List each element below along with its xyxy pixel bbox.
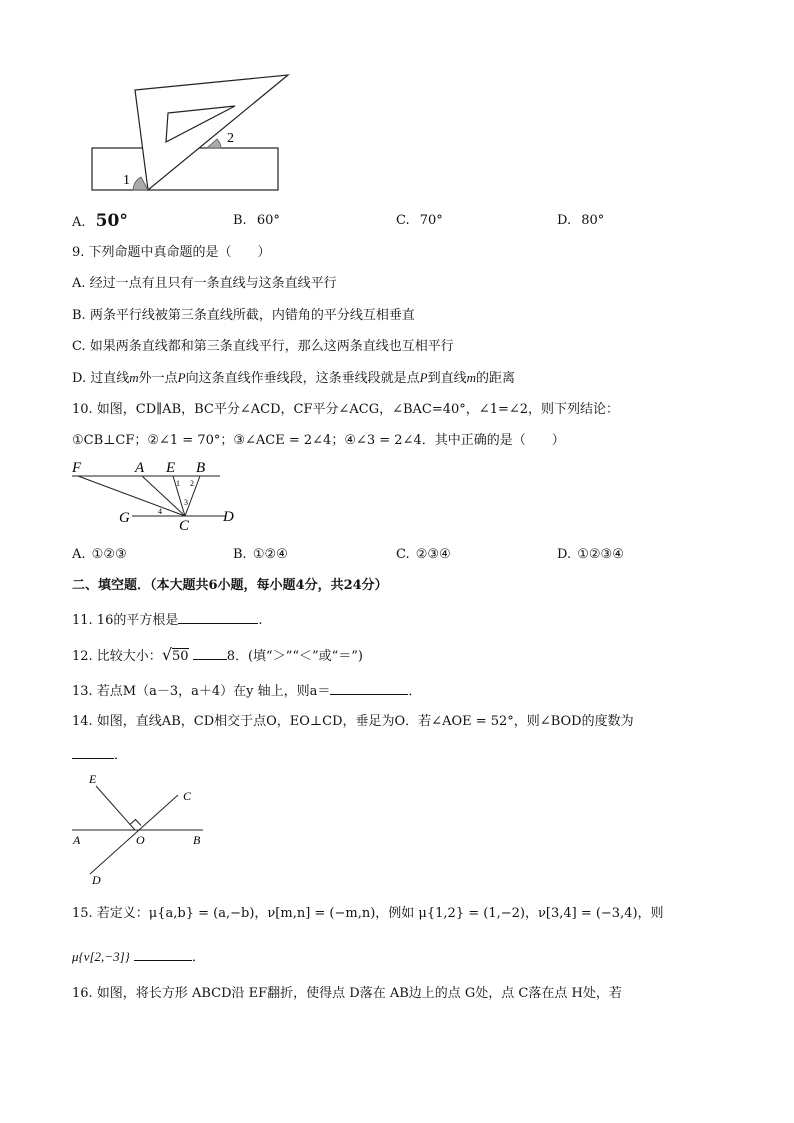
point-a-label: A [73,833,81,847]
option-letter: A. [72,547,86,562]
q12-answer-blank[interactable] [193,645,227,660]
option-letter: C. [396,547,410,562]
q10-option-b[interactable] [233,546,288,564]
q13-text: 13. 若点M（a－3，a＋4）在y 轴上，则a＝ [72,684,331,699]
angle-2-label: 2 [190,479,194,488]
option-value: ①②③ [91,547,127,562]
q9-d-p1: P [177,370,186,385]
q9-d-text-e: 的距离 [475,371,515,386]
point-o-label: O [136,833,145,847]
q10-line1: 10. 如图，CD∥AB，BC平分∠ACD，CF平分∠ACG，∠BAC=40°，∠1=∠2，则下列结论： [72,402,620,417]
q9-d-p2: P [419,370,428,385]
q10-option-d[interactable] [557,546,624,564]
q9-d-text-b: 外一点 [138,371,178,386]
q9-option-a[interactable]: A. 经过一点有且只有一条直线与这条直线平行 [72,276,337,291]
option-letter: A. [72,215,86,230]
q11-text: 11. 16的平方根是 [72,613,179,628]
q13-answer-blank[interactable] [330,680,408,695]
option-value: ①②③④ [577,547,624,562]
angle-4-label: 4 [158,507,162,516]
q15-line1: 15. 若定义：μ{a,b} = (a,−b)，ν[m,n] = (−m,n)，例如 μ{1,2} = (1,−2)，ν[3,4] = (−3,4)，则 [72,906,664,921]
q9-d-text-a: D. 过直线 [72,371,130,386]
angle-1-label: 1 [176,479,180,488]
q15-expression: μ{ν[2,−3]} [72,949,130,964]
angle-2-label: 2 [227,131,234,146]
option-letter: D. [557,213,572,228]
option-letter: B. [233,213,247,228]
q9-option-d[interactable] [72,369,515,388]
option-letter: C. [396,213,410,228]
q10-line2: ①CB⊥CF；②∠1 = 70°；③∠ACE = 2∠4；④∠3 = 2∠4．其中正确的是（ ） [72,433,565,448]
q14-figure [70,770,210,888]
q10-figure [70,458,250,536]
section-2-title: 二、填空题．（本大题共6小题，每小题4分，共24分） [72,578,388,593]
option-value: ②③④ [415,547,451,562]
q14-answer-blank[interactable] [72,744,114,759]
q15-answer-blank[interactable] [134,946,192,961]
point-f-label: F [72,460,82,476]
point-d-label: D [92,873,101,887]
q8-figure [80,70,300,195]
q10-option-a[interactable] [72,546,127,564]
point-b-label: B [196,460,206,476]
q9-d-m1: m [129,370,139,385]
q11-answer-blank[interactable] [178,609,258,624]
point-e-label: E [89,772,97,786]
q14-end: ． [114,748,128,763]
q10-option-c[interactable] [396,546,451,564]
q16-line1: 16. 如图，将长方形 ABCD沿 EF翻折，使得点 D落在 AB边上的点 G处，点 C落在点 H处，若 [72,986,622,1001]
q8-option-d[interactable] [557,212,604,230]
q9-stem: 9. 下列命题中真命题的是（ ） [72,245,271,260]
q9-option-c[interactable]: C. 如果两条直线都和第三条直线平行，那么这两条直线也互相平行 [72,339,454,354]
angle-1-label: 1 [123,173,130,188]
angle-1-marker [133,177,148,190]
q11 [72,609,263,630]
option-value: ①②④ [252,547,288,562]
option-value: 60° [256,213,280,228]
q9-option-b[interactable]: B. 两条平行线被第三条直线所截，内错角的平分线互相垂直 [72,308,415,323]
q13 [72,680,421,701]
sqrt-sign: √ [161,645,173,664]
point-c-label: C [179,518,190,534]
q12-text-a: 12. 比较大小： [72,649,162,664]
q13-end: ． [408,684,422,699]
option-value: 80° [581,213,605,228]
q12 [72,645,363,666]
q15-end: ． [191,950,205,965]
point-e-label: E [166,460,176,476]
option-value: 70° [419,213,443,228]
q9-d-m2: m [466,370,476,385]
q9-d-text-c: 向这条直线作垂线段，这条垂线段就是点 [185,371,420,386]
sqrt-radicand: 50 [172,649,189,664]
point-d-label: D [223,509,234,525]
option-letter: D. [557,547,572,562]
set-square-outer [135,75,288,190]
ray-oe [96,786,135,830]
q14-line2 [72,744,127,765]
q12-text-b: 8．(填“＞”“＜”或“＝”) [226,649,363,664]
q8-option-b[interactable] [233,212,280,230]
right-angle-mark [130,820,141,826]
q9-d-text-d: 到直线 [427,371,467,386]
point-b-label: B [193,833,201,847]
point-c-label: C [183,789,192,803]
q15-line2 [72,946,205,967]
option-value: 50° [95,211,128,231]
q11-end: . [258,613,263,628]
q8-option-c[interactable] [396,212,443,230]
angle-3-label: 3 [184,498,188,507]
segment-fc [78,476,185,516]
point-g-label: G [119,510,130,526]
q14-line1: 14. 如图，直线AB，CD相交于点O，EO⊥CD，垂足为O．若∠AOE = 52°，则∠BOD的度数为 [72,714,634,729]
line-cd [90,795,178,874]
point-a-label: A [135,460,145,476]
q8-option-a[interactable] [72,212,128,232]
option-letter: B. [233,547,247,562]
